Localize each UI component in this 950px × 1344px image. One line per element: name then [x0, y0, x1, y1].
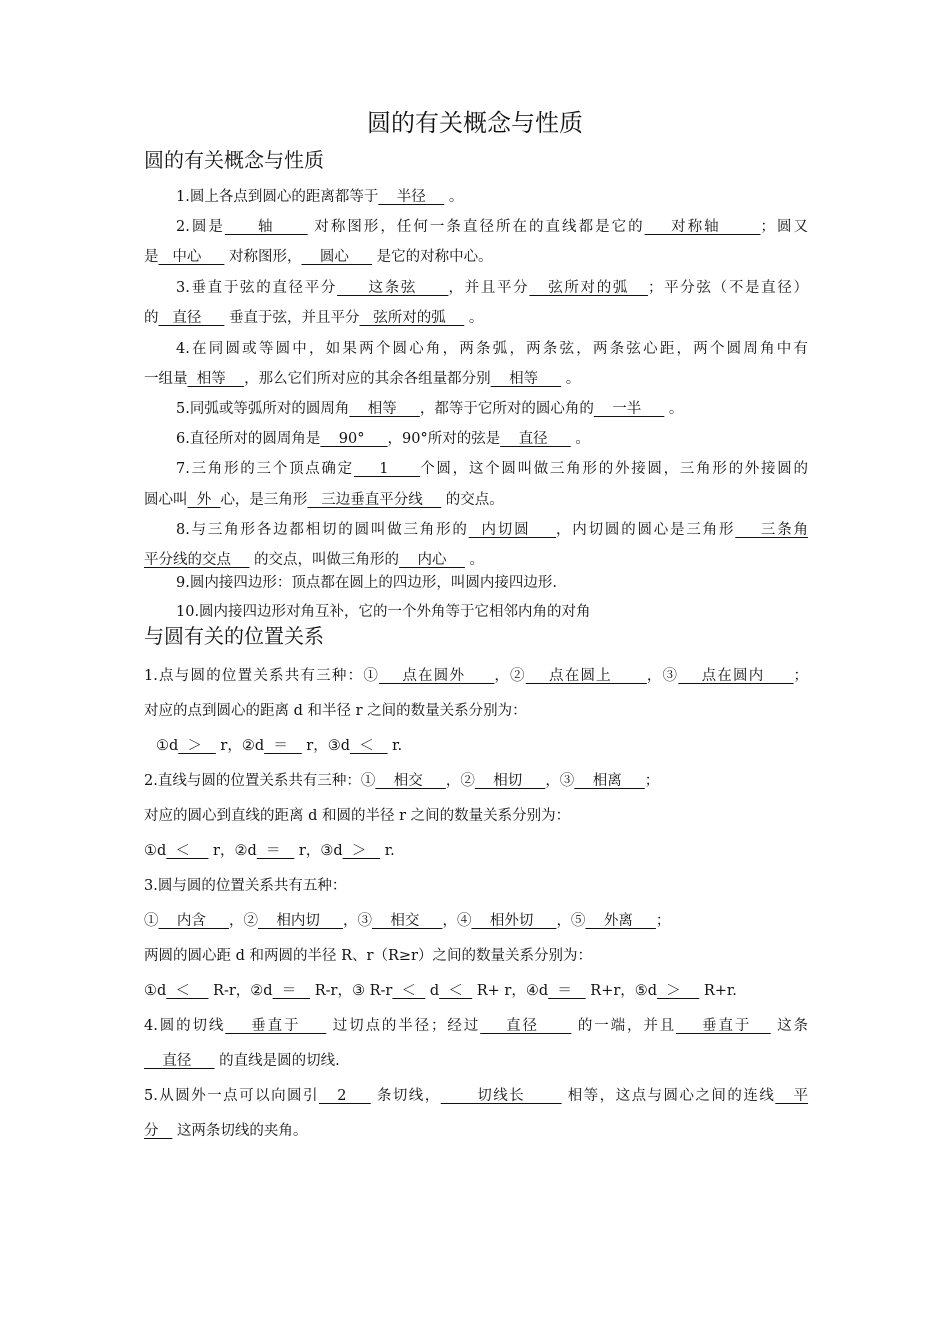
- concept-item-3-line-1: [144, 277, 808, 299]
- text-run: 条切线，: [370, 1088, 441, 1104]
- text-run: 。: [561, 371, 581, 387]
- text-run: ；: [793, 668, 809, 684]
- text-run: 相等，这点与圆心之间的连线: [561, 1088, 776, 1104]
- text-run: 2.圆是: [176, 219, 225, 235]
- blank-answer: 弦所对的弧: [359, 310, 465, 326]
- text-run: R-r，②d: [208, 983, 273, 999]
- blank-answer: 三条角: [735, 522, 808, 538]
- blank-answer: ＜: [392, 983, 426, 999]
- position-line-5: [144, 805, 808, 827]
- document-title: 圆的有关概念与性质: [367, 109, 583, 137]
- text-run: ①d: [144, 983, 167, 999]
- text-run: 。: [570, 431, 590, 447]
- position-line-9: [144, 945, 808, 967]
- text-run: 对称图形，: [224, 249, 302, 265]
- section-heading-concepts: 圆的有关概念与性质: [144, 148, 324, 172]
- text-run: ①d: [144, 843, 167, 859]
- blank-answer: 相等: [187, 371, 245, 387]
- text-run: 的交点。: [441, 492, 504, 508]
- concept-item-9: [144, 572, 808, 594]
- blank-answer: ＜: [166, 843, 209, 859]
- blank-answer: 内含: [158, 913, 229, 929]
- text-run: ①d: [156, 738, 179, 754]
- blank-answer: 相等: [349, 401, 420, 417]
- blank-answer: 点在圆上: [525, 668, 647, 684]
- blank-answer: 一半: [593, 401, 665, 417]
- text-run: 1.点与圆的位置关系共有三种：①: [144, 668, 380, 684]
- text-run: 的: [144, 310, 159, 326]
- text-run: 一组量: [144, 371, 188, 387]
- text-run: 7.三角形的三个顶点确定: [176, 461, 354, 477]
- text-run: 2.直线与圆的位置关系共有三种：①: [144, 773, 376, 789]
- text-run: r.: [380, 843, 395, 859]
- blank-answer: 平: [775, 1088, 809, 1104]
- blank-answer: 相离: [574, 773, 645, 789]
- text-run: 。: [464, 552, 485, 568]
- blank-answer: 轴: [224, 219, 308, 235]
- concept-item-8-line-1: [144, 519, 808, 541]
- text-run: 8.与三角形各边都相切的圆叫做三角形的: [176, 522, 469, 538]
- text-run: R+r.: [699, 983, 737, 999]
- blank-answer: 点在圆外: [379, 668, 495, 684]
- position-line-12: [144, 1050, 808, 1072]
- text-run: 的交点，叫做三角形的: [249, 552, 400, 568]
- concept-item-6: [144, 428, 808, 450]
- text-run: ①: [144, 913, 159, 929]
- concept-item-7-line-2: [144, 489, 808, 511]
- text-run: 过切点的半径；经过: [326, 1018, 481, 1034]
- blank-answer: 平分线的交点: [144, 552, 250, 568]
- text-run: 对称图形，任何一条直径所在的直线都是它的: [307, 219, 645, 235]
- text-run: ，②: [228, 913, 258, 929]
- text-run: 5.同弧或等弧所对的圆周角: [176, 401, 350, 417]
- blank-answer: 2: [319, 1088, 371, 1104]
- blank-answer: ＜: [439, 983, 473, 999]
- concept-item-4-line-1: [144, 338, 808, 360]
- text-run: 的一端，并且: [571, 1018, 677, 1034]
- text-run: r，②d: [215, 738, 265, 754]
- text-run: r.: [387, 738, 403, 754]
- concept-item-2-line-1: [144, 216, 808, 238]
- text-run: 圆心叫: [144, 492, 188, 508]
- blank-answer: ＞: [657, 983, 700, 999]
- text-run: ；平分弦（不是直径）: [647, 280, 809, 296]
- text-run: R-r，③ R-r: [310, 983, 393, 999]
- blank-answer: 相外切: [471, 913, 557, 929]
- position-line-4: [144, 770, 808, 792]
- blank-answer: ＜: [166, 983, 209, 999]
- position-line-8: [144, 910, 808, 932]
- blank-answer: ＝: [272, 983, 311, 999]
- blank-answer: 三边垂直平分线: [307, 492, 442, 508]
- blank-answer: 直径: [158, 310, 225, 326]
- text-run: ，内切圆的圆心是三角形: [556, 522, 736, 538]
- text-run: ；: [655, 913, 671, 929]
- text-run: ，⑤: [556, 913, 586, 929]
- text-run: 是: [144, 249, 159, 265]
- text-run: ，④: [442, 913, 472, 929]
- text-run: 两圆的圆心距 d 和两圆的半径 R、r（R≥r）之间的数量关系分别为：: [144, 948, 592, 964]
- text-run: 对应的点到圆心的距离 d 和半径 r 之间的数量关系分别为：: [144, 703, 527, 719]
- concept-item-10: [144, 601, 808, 623]
- blank-answer: 中心: [158, 249, 225, 265]
- blank-answer: 直径: [500, 431, 571, 447]
- text-run: r，③d: [294, 843, 343, 859]
- text-run: ；: [644, 773, 660, 789]
- blank-answer: 相切: [474, 773, 546, 789]
- text-run: 的直线是圆的切线.: [214, 1053, 340, 1069]
- blank-answer: 直径: [144, 1053, 215, 1069]
- blank-answer: 切线长: [440, 1088, 562, 1104]
- blank-answer: 垂直于: [225, 1018, 327, 1034]
- text-run: ，③: [646, 668, 679, 684]
- concept-item-7-line-1: [144, 458, 808, 480]
- text-run: 3.垂直于弦的直径平分: [176, 280, 338, 296]
- text-run: 9.圆内接四边形：顶点都在圆上的四边形，叫圆内接四边形.: [176, 575, 557, 591]
- blank-answer: ＞: [178, 738, 216, 754]
- text-run: r，②d: [208, 843, 257, 859]
- text-run: 6.直径所对的圆周角是: [176, 431, 321, 447]
- blank-answer: ＝: [264, 738, 302, 754]
- text-run: ，③: [342, 913, 372, 929]
- blank-answer: 相交: [371, 913, 443, 929]
- text-run: 心，是三角形: [220, 492, 308, 508]
- blank-answer: 相内切: [257, 913, 343, 929]
- blank-answer: 这条弦: [337, 280, 449, 296]
- text-run: ，②: [445, 773, 475, 789]
- blank-answer: ＞: [342, 843, 381, 859]
- text-run: d: [425, 983, 440, 999]
- blank-answer: 外离: [585, 913, 656, 929]
- concept-item-5: [144, 398, 808, 420]
- position-line-7: [144, 875, 808, 897]
- blank-answer: 内切圆: [468, 522, 557, 538]
- position-line-14: [144, 1120, 808, 1142]
- text-run: ，③: [545, 773, 575, 789]
- concept-item-4-line-2: [144, 368, 808, 390]
- blank-answer: 直径: [480, 1018, 572, 1034]
- position-line-11: [144, 1015, 808, 1037]
- position-line-10: [144, 980, 808, 1002]
- position-line-1: [144, 665, 808, 687]
- text-run: 。: [464, 310, 484, 326]
- blank-answer: 垂直于: [676, 1018, 771, 1034]
- concept-item-1: [144, 186, 808, 208]
- blank-answer: 相交: [375, 773, 446, 789]
- text-run: r，③d: [301, 738, 351, 754]
- blank-answer: 弦所对的弧: [529, 280, 648, 296]
- text-run: 3.圆与圆的位置关系共有五种：: [144, 878, 347, 894]
- text-run: R+r，⑤d: [585, 983, 658, 999]
- section-heading-positions: 与圆有关的位置关系: [144, 624, 324, 648]
- text-run: 对应的圆心到直线的距离 d 和圆的半径 r 之间的数量关系分别为：: [144, 808, 571, 824]
- position-line-13: [144, 1085, 808, 1107]
- blank-answer: ＝: [256, 843, 295, 859]
- text-run: 这条: [770, 1018, 809, 1034]
- position-line-3: [144, 735, 808, 757]
- blank-answer: 圆心: [301, 249, 372, 265]
- text-run: ；圆又: [760, 219, 809, 235]
- blank-answer: 相等: [490, 371, 562, 387]
- text-run: 个圆，这个圆叫做三角形的外接圆，三角形的外接圆的: [420, 461, 809, 477]
- position-line-2: [144, 700, 808, 722]
- blank-answer: ＝: [548, 983, 586, 999]
- blank-answer: 内心: [399, 552, 465, 568]
- blank-answer: 90°: [320, 431, 388, 447]
- position-line-6: [144, 840, 808, 862]
- text-run: 。: [664, 401, 684, 417]
- text-run: 。: [444, 189, 464, 205]
- blank-answer: 对称轴: [644, 219, 761, 235]
- concept-item-3-line-2: [144, 307, 808, 329]
- text-run: 是它的对称中心。: [371, 249, 493, 265]
- text-run: ，那么它们所对应的其余各组量都分别: [244, 371, 491, 387]
- text-run: ，②: [494, 668, 526, 684]
- blank-answer: 外: [187, 492, 221, 508]
- text-run: ，都等于它所对的圆心角的: [419, 401, 594, 417]
- blank-answer: 分: [144, 1123, 173, 1139]
- concept-item-2-line-2: [144, 246, 808, 268]
- blank-answer: ＜: [350, 738, 388, 754]
- text-run: 这两条切线的夹角。: [172, 1123, 308, 1139]
- text-run: 4.圆的切线: [144, 1018, 226, 1034]
- text-run: ，90°所对的弦是: [387, 431, 501, 447]
- text-run: 5.从圆外一点可以向圆引: [144, 1088, 319, 1104]
- text-run: 4.在同圆或等圆中，如果两个圆心角，两条弧，两条弦，两条弦心距，两个圆周角中有: [176, 341, 808, 357]
- text-run: R+ r，④d: [472, 983, 549, 999]
- text-run: ，并且平分: [448, 280, 530, 296]
- concept-item-8-line-2: [144, 549, 808, 571]
- text-run: 1.圆上各点到圆心的距离都等于: [176, 189, 379, 205]
- blank-answer: 半径: [378, 189, 445, 205]
- text-run: 10.圆内接四边形对角互补，它的一个外角等于它相邻内角的对角: [176, 604, 591, 620]
- text-run: 垂直于弦，并且平分: [224, 310, 360, 326]
- blank-answer: 点在圆内: [678, 668, 794, 684]
- blank-answer: 1: [353, 461, 421, 477]
